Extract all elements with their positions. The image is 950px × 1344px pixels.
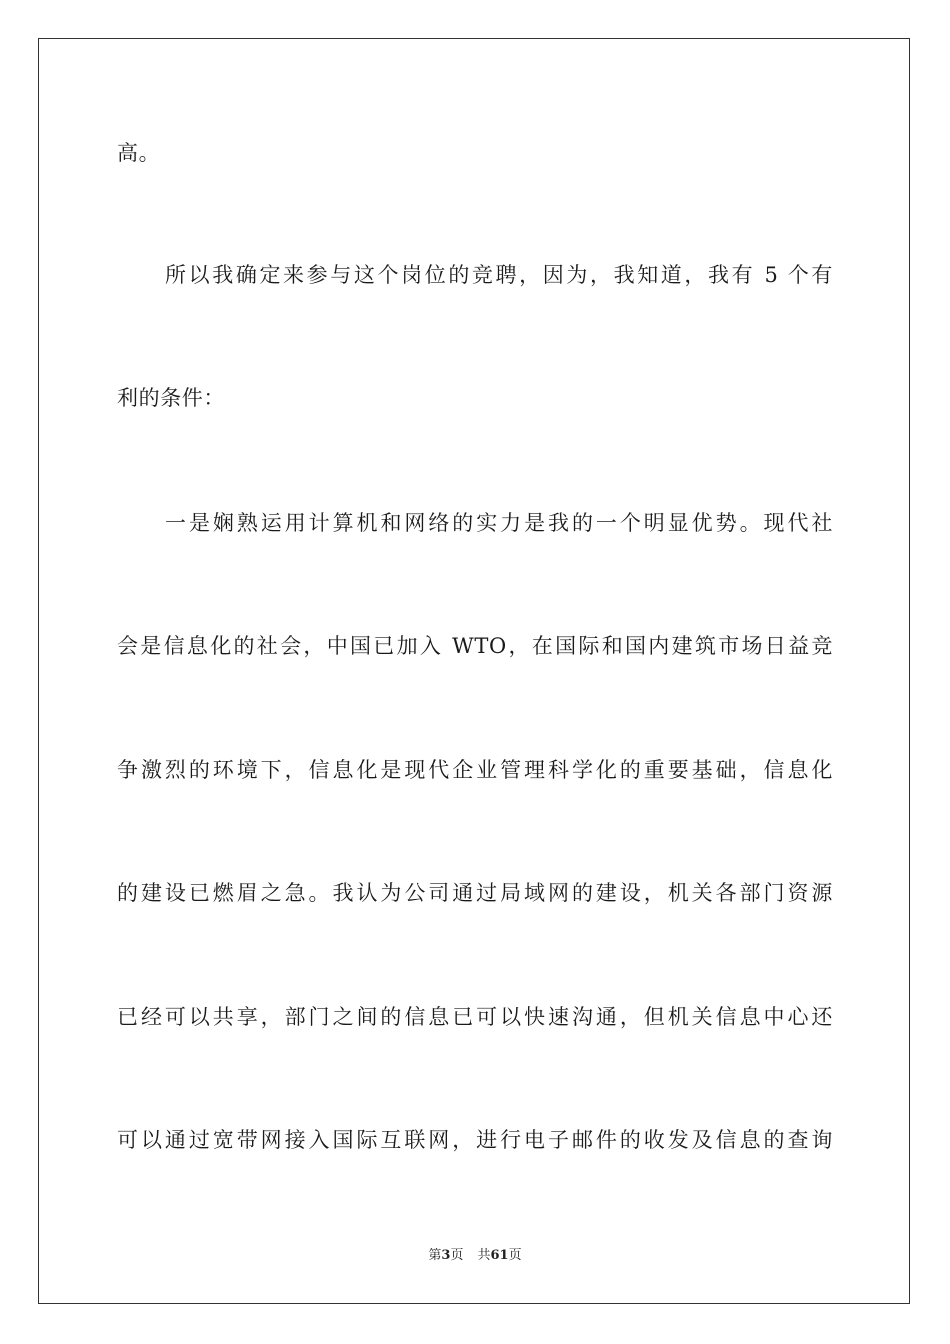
text-line-4: 一是娴熟运用计算机和网络的实力是我的一个明显优势。现代社 bbox=[165, 511, 833, 535]
text-line-7: 的建设已燃眉之急。我认为公司通过局域网的建设，机关各部门资源 bbox=[117, 881, 833, 905]
page-prefix: 第 bbox=[428, 1248, 442, 1263]
text-line-8: 已经可以共享，部门之间的信息已可以快速沟通，但机关信息中心还 bbox=[117, 1005, 833, 1029]
text-line-1: 高。 bbox=[117, 141, 161, 165]
text-line-2: 所以我确定来参与这个岗位的竞聘，因为，我知道，我有 5 个有 bbox=[165, 263, 833, 287]
total-suffix: 页 bbox=[508, 1248, 522, 1263]
text-line-9: 可以通过宽带网接入国际互联网，进行电子邮件的收发及信息的查询 bbox=[117, 1128, 833, 1152]
page-footer bbox=[0, 1247, 950, 1265]
total-prefix: 共 bbox=[477, 1248, 491, 1263]
text-line-6: 争激烈的环境下，信息化是现代企业管理科学化的重要基础，信息化 bbox=[117, 758, 833, 782]
text-line-3: 利的条件： bbox=[117, 386, 225, 410]
text-line-5: 会是信息化的社会，中国已加入 WTO，在国际和国内建筑市场日益竞 bbox=[117, 634, 833, 658]
page-border bbox=[38, 38, 910, 1304]
page-number: 3 bbox=[441, 1248, 451, 1263]
page-suffix: 页 bbox=[450, 1248, 464, 1263]
total-pages: 61 bbox=[490, 1248, 509, 1263]
